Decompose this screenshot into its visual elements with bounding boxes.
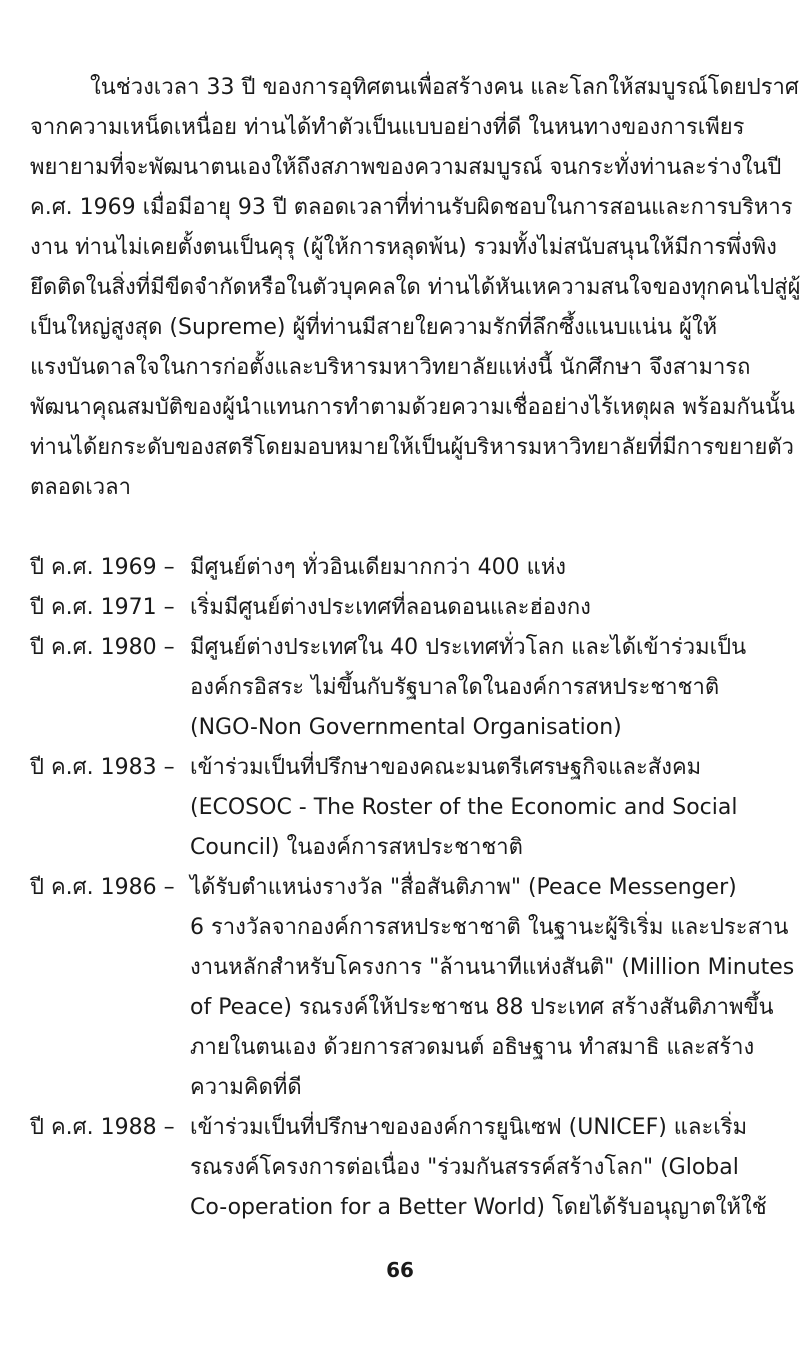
timeline-text-line: เข้าร่วมเป็นที่ปรึกษาของคณะมนตรีเศรษฐกิจและสังคม xyxy=(190,755,702,780)
intro-line: พัฒนาคุณสมบัติของผู้นำแทนการทำตามด้วยความเชื่ออย่างไร้เหตุผล พร้อมกันนั้น xyxy=(30,395,795,420)
intro-line: ค.ศ. 1969 เมื่อมีอายุ 93 ปี ตลอดเวลาที่ท่านรับผิดชอบในการสอนและการบริหาร xyxy=(30,195,793,220)
timeline-description xyxy=(190,1108,790,1228)
timeline-text-line: งานหลักสำหรับโครงการ "ล้านนาทีแห่งสันติ" (Million Minutes xyxy=(190,955,795,980)
timeline-text-line: ได้รับตำแหน่งรางวัล "สื่อสันติภาพ" (Peace Messenger) xyxy=(190,875,737,900)
page-number: 66 xyxy=(386,1258,414,1282)
timeline-entry-1988 xyxy=(30,1108,790,1228)
timeline-description xyxy=(190,628,790,748)
intro-line: จากความเหน็ดเหนื่อย ท่านได้ทำตัวเป็นแบบอย่างที่ดี ในหนทางของการเพียร xyxy=(30,115,745,140)
timeline-text-line: (NGO-Non Governmental Organisation) xyxy=(190,715,622,740)
timeline-year: ปี ค.ศ. 1971 – xyxy=(30,595,175,620)
timeline-text-line: ภายในตนเอง ด้วยการสวดมนต์ อธิษฐาน ทำสมาธิ และสร้าง xyxy=(190,1035,755,1060)
timeline-list xyxy=(30,548,795,1228)
timeline-year: ปี ค.ศ. 1986 – xyxy=(30,875,175,900)
timeline-description xyxy=(190,868,794,1108)
timeline-text-line: 6 รางวัลจากองค์การสหประชาชาติ ในฐานะผู้ริเริ่ม และประสาน xyxy=(190,915,789,940)
timeline-text-line: (ECOSOC - The Roster of the Economic and Social xyxy=(190,795,738,820)
intro-line: แรงบันดาลใจในการก่อตั้งและบริหารมหาวิทยาลัยแห่งนี้ นักศึกษา จึงสามารถ xyxy=(30,355,751,380)
intro-line: ท่านได้ยกระดับของสตรีโดยมอบหมายให้เป็นผู้บริหารมหาวิทยาลัยที่มีการขยายตัว xyxy=(30,435,795,460)
timeline-text-line: Co-operation for a Better World) โดยได้รับอนุญาตให้ใช้ xyxy=(190,1195,767,1220)
intro-line: ในช่วงเวลา 33 ปี ของการอุทิศตนเพื่อสร้างคน และโลกให้สมบูรณ์โดยปราศ xyxy=(90,75,799,100)
timeline-year: ปี ค.ศ. 1983 – xyxy=(30,755,175,780)
timeline-description xyxy=(190,548,790,588)
timeline-year: ปี ค.ศ. 1969 – xyxy=(30,555,175,580)
timeline-text-line: เริ่มมีศูนย์ต่างประเทศที่ลอนดอนและฮ่องกง xyxy=(190,595,591,620)
timeline-year: ปี ค.ศ. 1988 – xyxy=(30,1115,175,1140)
timeline-description xyxy=(190,748,790,868)
intro-line: พยายามที่จะพัฒนาตนเองให้ถึงสภาพของความสมบูรณ์ จนกระทั่งท่านละร่างในปี xyxy=(30,155,782,180)
timeline-description xyxy=(190,588,790,628)
timeline-text-line: องค์กรอิสระ ไม่ขึ้นกับรัฐบาลใดในองค์การสหประชาชาติ xyxy=(190,675,720,700)
intro-line: ยึดติดในสิ่งที่มีขีดจำกัดหรือในตัวบุคคลใด ท่านได้หันเหความสนใจของทุกคนไปสู่ผู้ xyxy=(30,275,800,300)
timeline-entry-1971 xyxy=(30,588,790,628)
intro-paragraph xyxy=(30,68,800,508)
intro-line: เป็นใหญ่สูงสุด (Supreme) ผู้ที่ท่านมีสายใยความรักที่ลึกซึ้งแนบแน่น ผู้ให้ xyxy=(30,315,718,340)
timeline-text-line: รณรงค์โครงการต่อเนื่อง "ร่วมกันสรรค์สร้างโลก" (Global xyxy=(190,1155,739,1180)
timeline-year: ปี ค.ศ. 1980 – xyxy=(30,635,175,660)
timeline-text-line: Council) ในองค์การสหประชาชาติ xyxy=(190,835,523,860)
timeline-text-line: ความคิดที่ดี xyxy=(190,1075,302,1100)
timeline-entry-1983 xyxy=(30,748,790,868)
timeline-entry-1986 xyxy=(30,868,795,1108)
timeline-text-line: มีศูนย์ต่างประเทศใน 40 ประเทศทั่วโลก และได้เข้าร่วมเป็น xyxy=(190,635,747,660)
timeline-text-line: มีศูนย์ต่างๆ ทั่วอินเดียมากกว่า 400 แห่ง xyxy=(190,555,566,580)
intro-line: ตลอดเวลา xyxy=(30,475,131,500)
timeline-entry-1969 xyxy=(30,548,790,588)
timeline-text-line: เข้าร่วมเป็นที่ปรึกษาขององค์การยูนิเซฟ (UNICEF) และเริ่ม xyxy=(190,1115,748,1140)
timeline-entry-1980 xyxy=(30,628,790,748)
intro-line: งาน ท่านไม่เคยตั้งตนเป็นคุรุ (ผู้ให้การหลุดพ้น) รวมทั้งไม่สนับสนุนให้มีการพึ่งพิง xyxy=(30,235,777,260)
timeline-text-line: of Peace) รณรงค์ให้ประชาชน 88 ประเทศ สร้างสันติภาพขึ้น xyxy=(190,995,774,1020)
